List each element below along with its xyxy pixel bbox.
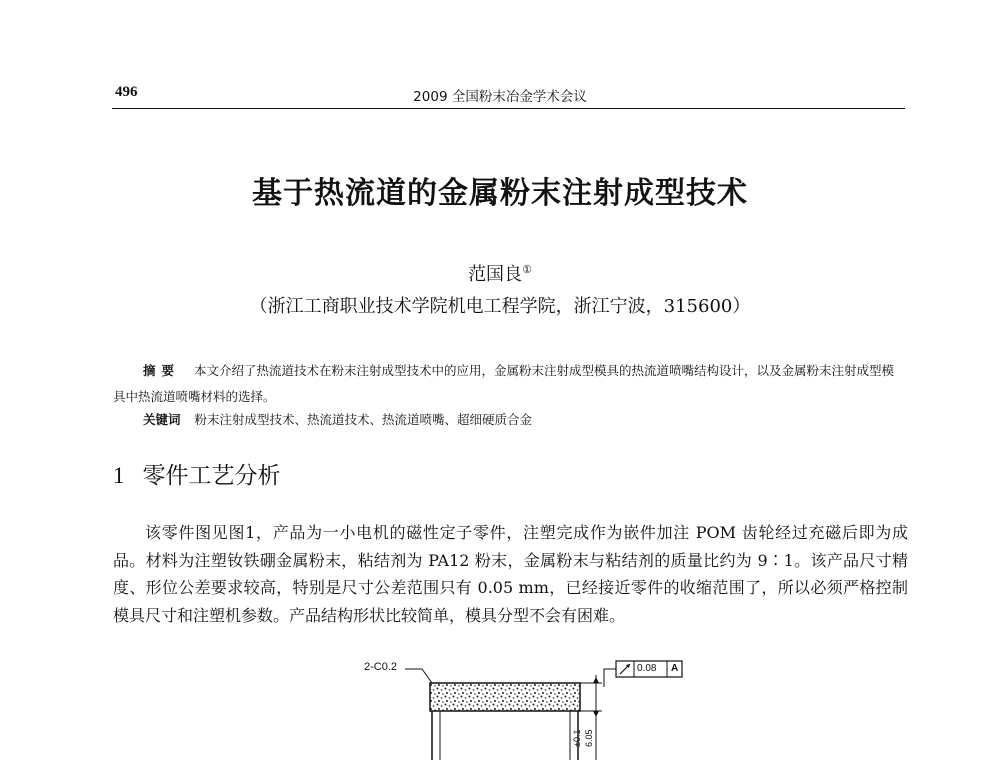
running-header: 2009 全国粉末冶金学术会议 [413, 89, 587, 105]
dimension-tolerance-bottom: 6.05 [584, 729, 594, 747]
part-section [430, 683, 580, 711]
figure-1 [340, 655, 720, 760]
affiliation: （浙江工商职业技术学院机电工程学院，浙江宁波，315600） [249, 296, 751, 317]
dimension-tolerance-top: ±0.1 [572, 729, 582, 747]
page-number: 496 [115, 84, 138, 100]
author-name: 范国良 [468, 264, 523, 285]
author-line [0, 260, 1000, 286]
abstract-text: 本文介绍了热流道技术在粉末注射成型技术中的应用，金属粉末注射成型模具的热流道喷嘴结构设计，以及金属粉末注射成型模具中热流道喷嘴材料的选择。 [113, 363, 895, 404]
paper-title: 基于热流道的金属粉末注射成型技术 [252, 176, 748, 211]
section-number: 1 [113, 463, 125, 488]
chamfer-leader [405, 669, 432, 683]
dimension-arrow [593, 711, 599, 717]
keywords-label: 关键词 [143, 412, 181, 427]
body-paragraph: 该零件图见图1，产品为一小电机的磁性定子零件，注塑完成作为嵌件加注 POM 齿轮经过充磁后即为成品。材料为注塑钕铁硼金属粉末，粘结剂为 PA12 粉末，金属粉末与粘结剂的质量比约为 9∶1。该产品尺寸精度、形位公差要求较高，特别是尺寸公差范围只有 0.05 mm，已经接近零件的收缩范围了，所以必须严格控制模具尺寸和注塑机参数。产品结构形状比较简单，模具分型不会有困难。 [113, 523, 908, 625]
header-rule [112, 108, 905, 109]
section-title: 零件工艺分析 [142, 463, 281, 489]
tolerance-leader [604, 669, 616, 687]
datum-letter: A [671, 663, 679, 674]
author-footnote-mark: ① [522, 263, 532, 276]
abstract-label: 摘要 [143, 363, 181, 378]
keywords [143, 410, 532, 428]
keywords-text: 粉末注射成型技术、热流道技术、热流道喷嘴、超细硬质合金 [194, 412, 533, 427]
section-heading [113, 457, 281, 490]
tolerance-value: 0.08 [637, 663, 657, 674]
chamfer-label: 2-C0.2 [364, 661, 398, 673]
abstract [113, 358, 905, 410]
dimension-arrow [593, 677, 599, 683]
